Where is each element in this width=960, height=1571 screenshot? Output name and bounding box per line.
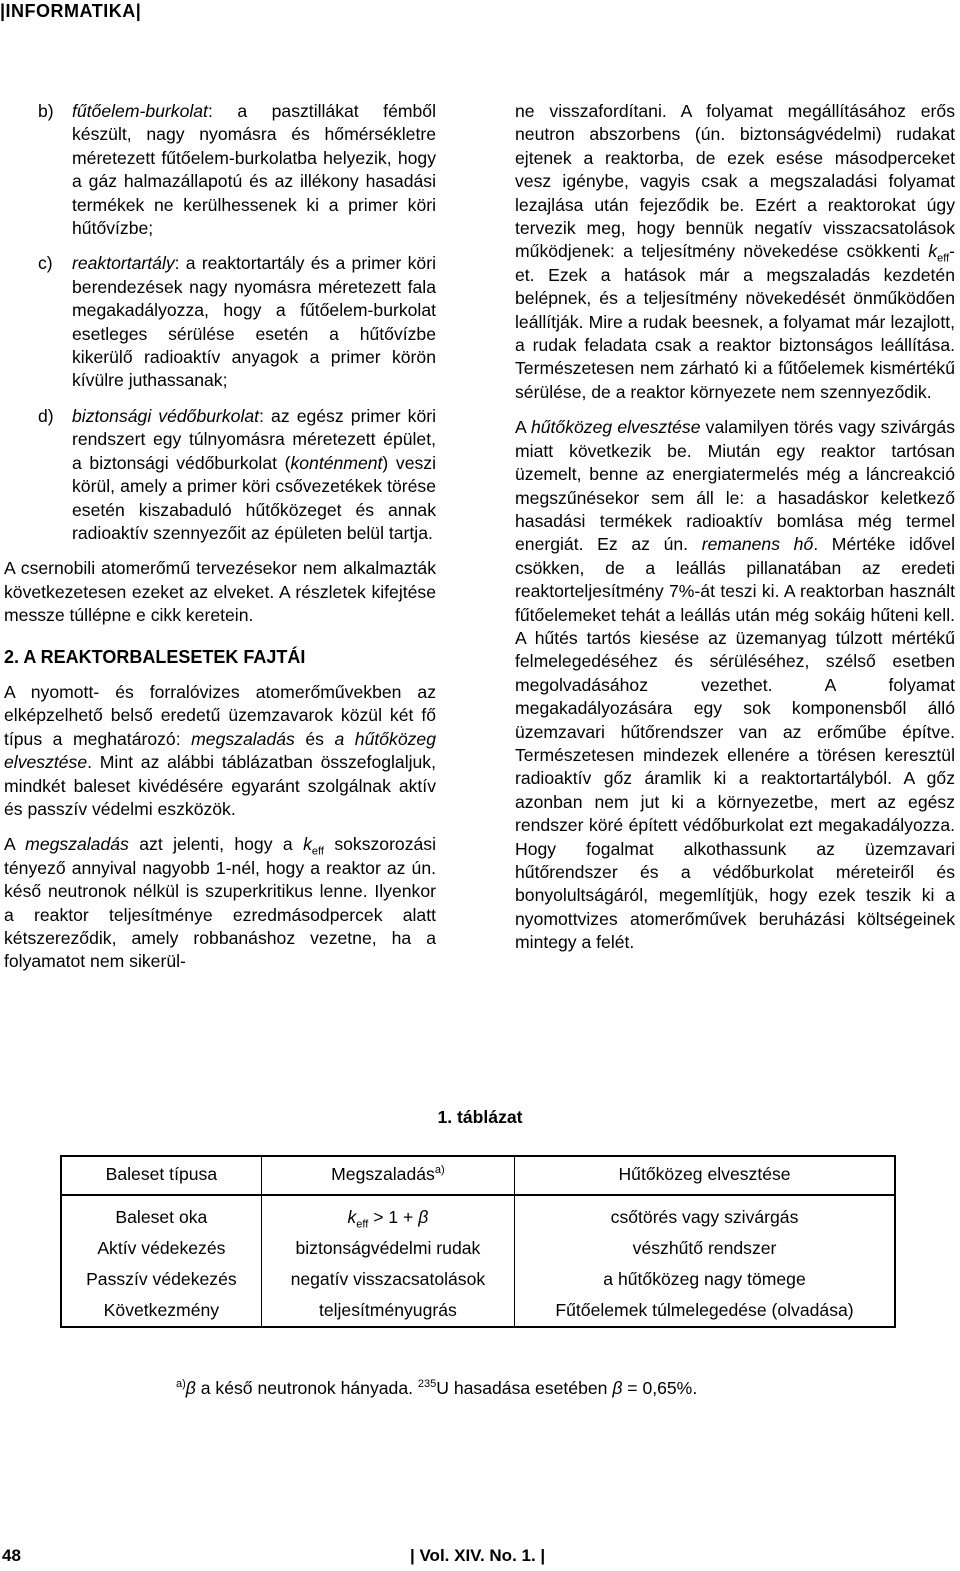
- text-run: -et. Ezek a hatások már a megszaladás kezdetén belépnek, és a teljesítmény növekedését önműködően leállítják. Mire a rudak beesnek, a folyamat már lezajlott, a rudak feladata csak a reaktor biztonságos leállítása. Természetesen nem zárható ki a fűtőelemek kismértékű sérülése, de a reaktor környezete nem szennyeződik.: [515, 241, 955, 402]
- list-marker: c): [38, 253, 53, 274]
- text-run: és: [294, 728, 335, 749]
- text-run: > 1 +: [368, 1207, 419, 1227]
- text-run: = 0,65%.: [622, 1378, 698, 1398]
- term: fűtőelem-burkolat: [72, 101, 208, 121]
- table-header-cell: Hűtőközeg elvesztése: [515, 1156, 895, 1195]
- table-cell: Fűtőelemek túlmelegedése (olvadása): [515, 1295, 895, 1327]
- table-row: [61, 1264, 895, 1295]
- table-cell: Aktív védekezés: [61, 1233, 261, 1264]
- list-item-b: [4, 100, 436, 240]
- subscript: eff: [356, 1218, 369, 1231]
- table-cell: teljesítményugrás: [261, 1295, 514, 1327]
- item-body: : a reaktortartály és a primer köri berendezések nagy nyomásra méretezett fala megakadályozza, hogy a fűtőelem-burkolat esetleges sérülése esetén a hűtővízbe kikerülő radioaktív anyagok a primer körön kívülre juthassanak;: [72, 253, 436, 391]
- list-marker: d): [38, 405, 54, 426]
- table-cell: Passzív védekezés: [61, 1264, 261, 1295]
- text-run: A nyomott- és forralóvizes atomerőművekben az elképzelhető belső eredetű üzemzavarok közül két fő típus a meghatározó:: [4, 681, 436, 749]
- text-run: . Mértéke idővel csökken, de a leállás pillanatában az eredeti reaktorteljesítmény 7%-át teszi ki. A reaktorban használt fűtőelemeket tehát a leállás után még sokáig hűteni kell. A hűtés tartós kiesése az üzemanyag túlzott mértékű felmelegedéséhez és sérüléséhez, szélső esetben megolvadásához vezethet. A folyamat megakadályozására egy sok komponensből álló üzemzavari hűtőrendszer van az erőműbe építve. Természetesen mindezek ellenére a törésen keresztül radioaktív gőz áramlik ki a reaktortartályból. A gőz azonban nem jut ki a környezetbe, mert az egész rendszer köré épített védőburkolat ezt megakadályozza. Hogy fogalmat alkothassunk az üzemzavari hűtőrendszer és a védőburkolat méreteiről és bonyolultságáról, megemlítjük, hogy ezek teszik ki a nyomottvizes atomerőművek beruházási költségeinek mintegy a felét.: [515, 534, 955, 953]
- text-run: a késő neutronok hányada.: [195, 1378, 418, 1398]
- table-cell: Következmény: [61, 1295, 261, 1327]
- item-body: : az egész primer köri rendszert egy túlnyomásra méretezett épület, a biztonsági védőburkolat (: [72, 405, 437, 473]
- symbol-beta: β: [418, 1207, 429, 1227]
- subscript: eff: [311, 845, 324, 858]
- text-run: . Mint az alábbi táblázatban összefoglaljuk, mindkét baleset kivédésére egyaránt szolgálnak aktív és passzív védelmi eszközök.: [4, 752, 436, 819]
- page-number: 48: [2, 1546, 21, 1565]
- term: reaktortartály: [72, 253, 175, 274]
- table-header-cell: Baleset típusa: [61, 1156, 261, 1195]
- text-run: valamilyen törés vagy szivárgás miatt következik be. Miután egy reaktor tartósan üzemelt, benne az energiatermelés még a láncreakció megszűnésekor sem áll le: a hasadáskor keletkező hasadási termékek radioaktív bomlása még termel energiát. Ez az ún.: [515, 417, 955, 555]
- volume-text: Vol. XIV. No. 1.: [419, 1546, 536, 1565]
- list-item-text: [72, 405, 436, 545]
- term: megszaladás: [25, 834, 129, 855]
- list-item-text: [72, 252, 436, 392]
- paragraph: [4, 833, 436, 973]
- footnote-mark: a): [434, 1164, 445, 1177]
- accident-types-table: [60, 1155, 896, 1328]
- table-cell: [261, 1195, 514, 1233]
- footnote-mark: a): [176, 1378, 186, 1391]
- text-run: A: [515, 417, 531, 438]
- item-body: ) veszi körül, amely a primer köri csővezetékek törése esetén kiszabaduló hűtőközeget és annak radioaktív szennyezőit az épületen belül tartja.: [72, 452, 436, 543]
- left-column: [4, 100, 436, 986]
- list-item-c: [4, 252, 436, 392]
- list-marker: b): [38, 101, 54, 121]
- header-text: Megszaladás: [331, 1164, 435, 1184]
- list-item-text: [72, 100, 436, 240]
- item-body: : a pasztillákat fémből készült, nagy nyomásra és hőmérsékletre méretezett fűtőelem-burkolatba helyezik, hogy a gáz halmazállapotú és az illékony hasadási termékek ne kerülhessenek ki a primer köri hűtővízbe;: [72, 101, 436, 239]
- text-run: ne visszafordítani. A folyamat megállításához erős neutron abszorbens (ún. biztonságvédelmi) rudakat ejtenek a reaktorba, de ezek esése másodperceket vesz igénybe, vagyis csak a megszaladási folyamat lezajlása után fejeződik be. Ezért a reaktorokat úgy tervezik meg, hogy bennük negatív visszacsatolások működjenek: a teljesítmény növekedése csökkenti: [515, 101, 955, 262]
- text-run: azt jelenti, hogy a: [128, 834, 304, 855]
- volume-label: | Vol. XIV. No. 1. |: [410, 1546, 546, 1565]
- symbol-k: k: [347, 1207, 357, 1227]
- table-row: [61, 1295, 895, 1327]
- section-heading: 2. A REAKTORBALESETEK FAJTÁI: [4, 646, 306, 667]
- running-header: [0, 0, 960, 22]
- symbol-beta: β: [612, 1378, 623, 1398]
- symbol-k: k: [928, 241, 938, 262]
- table-footnote: [176, 1378, 697, 1399]
- term: konténment: [290, 452, 383, 473]
- table-cell: Baleset oka: [61, 1195, 261, 1233]
- list-item-d: [4, 405, 436, 545]
- page-footer: [0, 1546, 960, 1568]
- term: hűtőközeg elvesztése: [530, 417, 701, 438]
- subscript: eff: [937, 252, 950, 265]
- table-cell: csőtörés vagy szivárgás: [515, 1195, 895, 1233]
- right-column: [515, 100, 955, 967]
- paragraph: A csernobili atomerőmű tervezésekor nem alkalmazták következetesen ezeket az elveket. A részletek kifejtése messze túllépne e cikk keretein.: [4, 558, 436, 626]
- term: biztonsági védőburkolat: [72, 405, 260, 426]
- text-run: A: [4, 834, 26, 855]
- term: a hűtőközeg elvesztése: [4, 728, 436, 773]
- paragraph: [515, 100, 955, 404]
- header-separator: |: [0, 1, 6, 21]
- symbol-k: k: [303, 834, 312, 855]
- term: megszaladás: [191, 728, 295, 749]
- paragraph: [515, 416, 955, 954]
- table-caption: 1. táblázat: [437, 1107, 523, 1127]
- text-run: U hasadása esetében: [436, 1378, 613, 1398]
- table-header-row: [61, 1156, 895, 1195]
- text-run: sokszorozási tényező annyival nagyobb 1-nél, hogy a reaktor az ún. késő neutronok nélkül is szuperkritikus lenne. Ilyenkor a reaktor teljesítménye ezredmásodpercek alatt kétszereződik, amely robbanáshoz vezetne, ha a folyamatot nem sikerül-: [4, 834, 437, 972]
- table-cell: vészhűtő rendszer: [515, 1233, 895, 1264]
- superscript: 235: [417, 1378, 437, 1391]
- paragraph: [4, 681, 436, 821]
- table-header-cell: [261, 1156, 514, 1195]
- term: remanens hő: [701, 534, 814, 555]
- header-separator: |: [135, 1, 142, 21]
- table-cell: a hűtőközeg nagy tömege: [515, 1264, 895, 1295]
- table-row: [61, 1195, 895, 1233]
- table-cell: negatív visszacsatolások: [261, 1264, 514, 1295]
- journal-section-label: INFORMATIKA: [5, 1, 136, 21]
- table-row: [61, 1233, 895, 1264]
- table-cell: biztonságvédelmi rudak: [261, 1233, 514, 1264]
- symbol-beta: β: [185, 1378, 196, 1398]
